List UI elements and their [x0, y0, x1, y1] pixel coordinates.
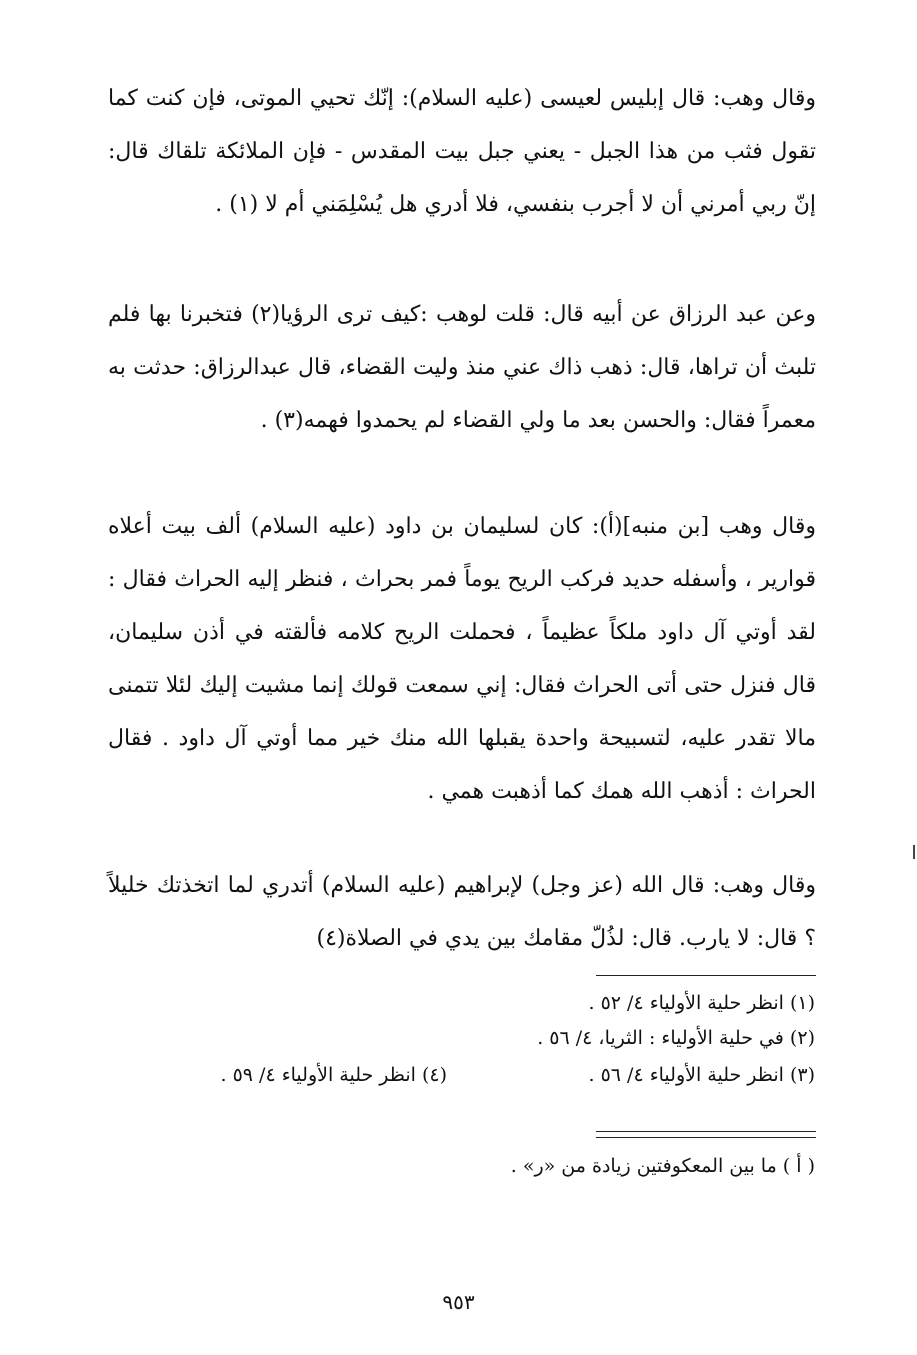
- footnote-2: (٢) في حلية الأولياء : الثريا، ٤/ ٥٦ .: [537, 1027, 815, 1049]
- editor-note: ( أ ) ما بين المعكوفتين زيادة من «ر» .: [510, 1155, 815, 1177]
- footnote-separator: [596, 975, 816, 976]
- scan-edge-mark: [913, 845, 915, 859]
- paragraph-text: وقال وهب: قال الله (عز وجل) لإبراهيم (عليه السلام) أتدري لما اتخذتك خليلاً ؟ قال: لا يارب. قال: لذُلّ مقامك بين يدي في الصلاة(٤): [108, 873, 816, 951]
- paragraph-text: وقال وهب: قال إبليس لعيسى (عليه السلام): إنّك تحيي الموتى، فإن كنت كما تقول فثب من هذا الجبل - يعني جبل بيت المقدس - فإن الملائكة تلقاك قال: إنّ ربي أمرني أن لا أجرب بنفسي، فلا أدري هل يُسْلِمَني أم لا (١) .: [108, 86, 816, 217]
- footnote-4: (٤) انظر حلية الأولياء ٤/ ٥٩ .: [220, 1064, 447, 1086]
- editor-note-separator-top: [596, 1131, 816, 1132]
- paragraph-text: وقال وهب [بن منبه](أ): كان لسليمان بن داود (عليه السلام) ألف بيت أعلاه قوارير ، وأسفله حديد فركب الريح يوماً فمر بحراث ، فنظر إليه الحراث فقال : لقد أوتي آل داود ملكاً عظيماً ، فحملت الريح كلامه فألقته في أذن سليمان، قال فنزل حتى أتى الحراث فقال: إني سمعت قولك إنما مشيت إليك لئلا تتمنى مالا تقدر عليه، لتسبيحة واحدة يقبلها الله منك خير مما أوتي آل داود . فقال الحراث : أذهب الله همك كما أذهبت همي .: [108, 514, 816, 804]
- main-text-paragraph-4: [108, 859, 816, 965]
- footnote-1: (١) انظر حلية الأولياء ٤/ ٥٢ .: [588, 992, 815, 1014]
- paragraph-text: وعن عبد الرزاق عن أبيه قال: قلت لوهب :كيف ترى الرؤيا(٢) فتخبرنا بها فلم تلبث أن تراها، قال: ذهب ذاك عني منذ وليت القضاء، قال عبدالرزاق: حدثت به معمراً فقال: والحسن بعد ما ولي القضاء لم يحمدوا فهمه(٣) .: [108, 302, 816, 433]
- editor-note-separator-bottom: [596, 1137, 816, 1138]
- main-text-paragraph-3: [108, 500, 816, 818]
- main-text-paragraph-2: [108, 288, 816, 447]
- footnote-3: (٣) انظر حلية الأولياء ٤/ ٥٦ .: [588, 1064, 815, 1086]
- main-text-paragraph-1: [108, 72, 816, 231]
- page-number: ٩٥٣: [442, 1290, 475, 1314]
